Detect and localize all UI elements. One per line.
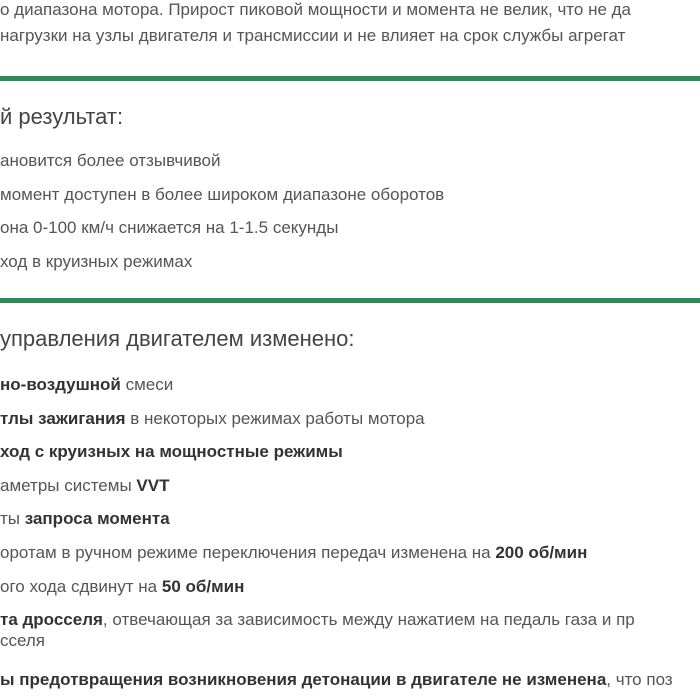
section-heading-changes: управления двигателем изменено: — [0, 326, 355, 351]
bold-text: запроса момента — [24, 509, 170, 529]
item-text: смеси — [120, 375, 174, 394]
list-item: она 0-100 км/ч снижается на 1-1.5 секунды — [0, 218, 339, 238]
bold-text: та дросселя — [0, 610, 103, 630]
bold-text: тлы зажигания — [0, 408, 126, 428]
item-text: , что поз — [606, 670, 673, 690]
item-text: , отвечающая за зависимость между нажатием на педаль газа и пр — [102, 610, 635, 630]
section-heading-result: й результат: — [0, 104, 124, 129]
list-item — [0, 609, 673, 669]
item-text: ты — [0, 509, 25, 529]
changes-list — [0, 374, 673, 700]
list-item — [0, 441, 673, 475]
bold-text: ход с круизных на мощностные режимы — [0, 442, 343, 462]
item-text: в некоторых режимах работы мотора — [125, 408, 425, 428]
list-item: момент доступен в более широком диапазоне оборотов — [0, 184, 445, 204]
bold-text: но-воздушной — [0, 375, 121, 394]
bold-text: ы предотвращения возникновения детонации в двигателе не изменена — [0, 670, 607, 690]
list-item — [0, 475, 673, 509]
list-item: ход в круизных режимах — [0, 251, 193, 271]
list-item — [0, 508, 673, 542]
result-list — [0, 150, 444, 284]
list-item — [0, 576, 673, 610]
section-divider — [0, 298, 700, 303]
list-item — [0, 374, 673, 408]
section-divider — [0, 76, 700, 81]
item-text: оротам в ручном режиме переключения передач изменена на — [0, 542, 496, 562]
item-text: аметры системы — [0, 475, 137, 495]
intro-paragraph — [0, 0, 631, 49]
list-item: ановится более отзывчивой — [0, 151, 221, 170]
bold-text: 50 об/мин — [161, 576, 245, 596]
bold-text: VVT — [136, 475, 170, 495]
item-text: ого хода сдвинут на — [0, 576, 162, 596]
intro-line: нагрузки на узлы двигателя и трансмиссии и не влияет на срок службы агрегат — [0, 26, 626, 45]
intro-line: о диапазона мотора. Прирост пиковой мощности и момента не велик, что не да — [0, 0, 632, 19]
list-item — [0, 669, 673, 700]
bold-text: 200 об/мин — [495, 542, 588, 562]
list-item — [0, 408, 673, 442]
list-item — [0, 542, 673, 576]
item-text-continuation: сселя — [0, 631, 46, 651]
